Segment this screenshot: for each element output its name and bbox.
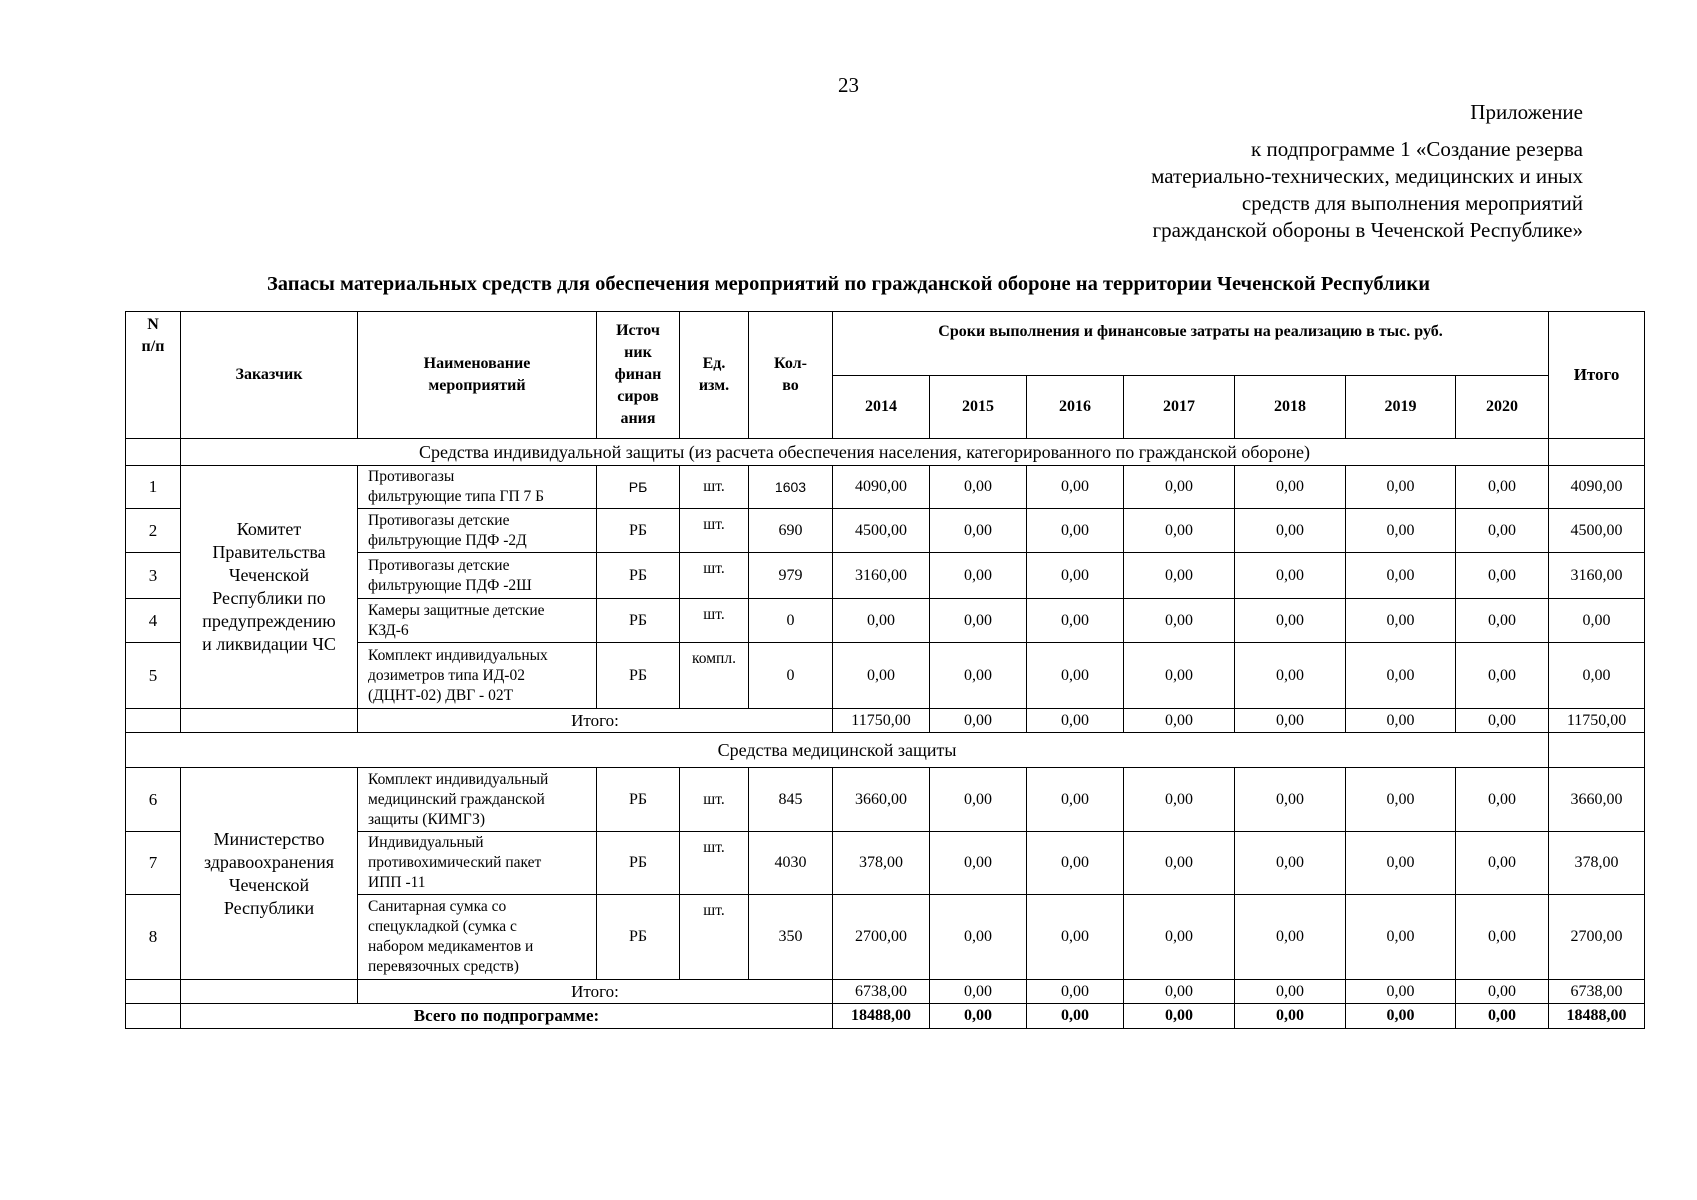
item-name: Противогазы детские фильтрующие ПДФ -2Д (358, 509, 597, 553)
cost-2016: 0,00 (1027, 553, 1124, 599)
grand-total-label: Всего по подпрограмме: (181, 1004, 833, 1029)
header-num: N п/п (126, 312, 181, 439)
unit: шт. (680, 509, 749, 553)
subtotal-2020: 0,00 (1456, 980, 1549, 1004)
document-title: Запасы материальных средств для обеспечения мероприятий по гражданской обороне на территории Чеченской Республики (266, 273, 1431, 295)
unit: шт. (680, 599, 749, 643)
cost-2020: 0,00 (1456, 643, 1549, 709)
cost-2015: 0,00 (930, 768, 1027, 832)
funding-source: РБ (597, 553, 680, 599)
header-period: Сроки выполнения и финансовые затраты на реализацию в тыс. руб. (833, 312, 1549, 376)
table-row (126, 768, 1645, 832)
header-source: Источ ник финан сиров ания (597, 312, 680, 439)
grand-total-2020: 0,00 (1456, 1004, 1549, 1029)
subtotal-2016: 0,00 (1027, 980, 1124, 1004)
cost-2017: 0,00 (1124, 553, 1235, 599)
cost-2014: 3160,00 (833, 553, 930, 599)
grand-total-row (126, 1004, 1645, 1029)
cost-2018: 0,00 (1235, 466, 1346, 509)
quantity: 979 (749, 553, 833, 599)
cost-2017: 0,00 (1124, 768, 1235, 832)
appendix-line: средств для выполнения мероприятий (1241, 191, 1583, 215)
row-total: 3660,00 (1549, 768, 1645, 832)
subtotal-2016: 0,00 (1027, 709, 1124, 733)
quantity: 350 (749, 895, 833, 980)
cost-2017: 0,00 (1124, 895, 1235, 980)
row-total: 378,00 (1549, 832, 1645, 895)
cost-2018: 0,00 (1235, 768, 1346, 832)
appendix-label: Приложение (1470, 100, 1583, 124)
cost-2018: 0,00 (1235, 895, 1346, 980)
empty-cell (126, 709, 181, 733)
funding-source: РБ (597, 643, 680, 709)
row-total: 0,00 (1549, 643, 1645, 709)
table-row (126, 466, 1645, 509)
cost-2014: 4500,00 (833, 509, 930, 553)
header-year-2018: 2018 (1235, 376, 1346, 439)
header-customer: Заказчик (181, 312, 358, 439)
cost-2019: 0,00 (1346, 895, 1456, 980)
header-year-2014: 2014 (833, 376, 930, 439)
cost-2015: 0,00 (930, 509, 1027, 553)
unit: компл. (680, 643, 749, 709)
subtotal-2020: 0,00 (1456, 709, 1549, 733)
grand-total-total: 18488,00 (1549, 1004, 1645, 1029)
cost-2018: 0,00 (1235, 599, 1346, 643)
cost-2019: 0,00 (1346, 832, 1456, 895)
funding-source: РБ (597, 599, 680, 643)
cost-2018: 0,00 (1235, 643, 1346, 709)
item-name: Индивидуальный противохимический пакет ИПП -11 (358, 832, 597, 895)
cost-2019: 0,00 (1346, 643, 1456, 709)
item-name: Комплект индивидуальных дозиметров типа ИД-02 (ДЦНТ-02) ДВГ - 02Т (358, 643, 597, 709)
cost-2014: 3660,00 (833, 768, 930, 832)
cost-2016: 0,00 (1027, 768, 1124, 832)
section-title: Средства индивидуальной защиты (из расчета обеспечения населения, категорированного по гражданской обороне) (181, 439, 1549, 466)
quantity: 690 (749, 509, 833, 553)
row-total: 0,00 (1549, 599, 1645, 643)
funding-source: РБ (597, 768, 680, 832)
row-num: 4 (126, 599, 181, 643)
empty-cell (126, 980, 181, 1004)
cost-2017: 0,00 (1124, 832, 1235, 895)
subtotal-2018: 0,00 (1235, 980, 1346, 1004)
cost-2020: 0,00 (1456, 509, 1549, 553)
header-name: Наименование мероприятий (358, 312, 597, 439)
cost-2017: 0,00 (1124, 466, 1235, 509)
item-name: Камеры защитные детские КЗД-6 (358, 599, 597, 643)
grand-total-2019: 0,00 (1346, 1004, 1456, 1029)
empty-cell (181, 980, 358, 1004)
quantity: 0 (749, 599, 833, 643)
cost-2020: 0,00 (1456, 768, 1549, 832)
subtotal-row (126, 980, 1645, 1004)
header-year-2019: 2019 (1346, 376, 1456, 439)
cost-2020: 0,00 (1456, 832, 1549, 895)
empty-cell (1549, 733, 1645, 768)
header-unit: Ед. изм. (680, 312, 749, 439)
empty-cell (126, 1004, 181, 1029)
appendix-line: к подпрограмме 1 «Создание резерва (1251, 137, 1583, 161)
unit: шт. (680, 553, 749, 599)
subtotal-2019: 0,00 (1346, 980, 1456, 1004)
cost-2016: 0,00 (1027, 509, 1124, 553)
funding-source: РБ (597, 832, 680, 895)
subtotal-total: 6738,00 (1549, 980, 1645, 1004)
cost-2018: 0,00 (1235, 553, 1346, 599)
subtotal-2018: 0,00 (1235, 709, 1346, 733)
item-name: Противогазы фильтрующие типа ГП 7 Б (358, 466, 597, 509)
cost-2015: 0,00 (930, 895, 1027, 980)
header-year-2020: 2020 (1456, 376, 1549, 439)
customer-cell: Министерство здравоохранения Чеченской Республики (181, 768, 358, 980)
grand-total-2018: 0,00 (1235, 1004, 1346, 1029)
unit: шт. (680, 768, 749, 832)
subtotal-row (126, 709, 1645, 733)
cost-2014: 4090,00 (833, 466, 930, 509)
cost-2015: 0,00 (930, 599, 1027, 643)
subtotal-2017: 0,00 (1124, 709, 1235, 733)
header-year-2015: 2015 (930, 376, 1027, 439)
quantity: 0 (749, 643, 833, 709)
subtotal-label: Итого: (358, 709, 833, 733)
subtotal-2014: 11750,00 (833, 709, 930, 733)
quantity: 1603 (749, 466, 833, 509)
funding-source: РБ (597, 466, 680, 509)
cost-2015: 0,00 (930, 553, 1027, 599)
subtotal-2014: 6738,00 (833, 980, 930, 1004)
cost-2015: 0,00 (930, 832, 1027, 895)
row-num: 3 (126, 553, 181, 599)
row-num: 1 (126, 466, 181, 509)
cost-2014: 0,00 (833, 643, 930, 709)
funding-source: РБ (597, 509, 680, 553)
empty-cell (181, 709, 358, 733)
grand-total-2017: 0,00 (1124, 1004, 1235, 1029)
row-total: 4500,00 (1549, 509, 1645, 553)
grand-total-2015: 0,00 (930, 1004, 1027, 1029)
header-total: Итого (1549, 312, 1645, 439)
cost-2014: 2700,00 (833, 895, 930, 980)
funding-source: РБ (597, 895, 680, 980)
cost-2019: 0,00 (1346, 553, 1456, 599)
cost-2019: 0,00 (1346, 466, 1456, 509)
row-total: 3160,00 (1549, 553, 1645, 599)
cost-2016: 0,00 (1027, 643, 1124, 709)
cost-2017: 0,00 (1124, 599, 1235, 643)
row-num: 8 (126, 895, 181, 980)
section-row (126, 733, 1645, 768)
item-name: Санитарная сумка со спецукладкой (сумка с набором медикаментов и перевязочных средств) (358, 895, 597, 980)
cost-2017: 0,00 (1124, 509, 1235, 553)
section-row (126, 439, 1645, 466)
header-row (126, 312, 1645, 376)
subtotal-2015: 0,00 (930, 980, 1027, 1004)
row-num: 2 (126, 509, 181, 553)
header-year-2017: 2017 (1124, 376, 1235, 439)
cost-2017: 0,00 (1124, 643, 1235, 709)
row-num: 6 (126, 768, 181, 832)
section-title: Средства медицинской защиты (126, 733, 1549, 768)
empty-cell (1549, 439, 1645, 466)
empty-cell (126, 439, 181, 466)
appendix-line: материально-технических, медицинских и иных (1151, 164, 1583, 188)
header-qty: Кол- во (749, 312, 833, 439)
quantity: 845 (749, 768, 833, 832)
cost-2014: 378,00 (833, 832, 930, 895)
subtotal-label: Итого: (358, 980, 833, 1004)
cost-2020: 0,00 (1456, 466, 1549, 509)
unit: шт. (680, 895, 749, 980)
cost-2020: 0,00 (1456, 553, 1549, 599)
row-total: 4090,00 (1549, 466, 1645, 509)
cost-2020: 0,00 (1456, 599, 1549, 643)
customer-cell: Комитет Правительства Чеченской Республики по предупреждению и ликвидации ЧС (181, 466, 358, 709)
cost-2020: 0,00 (1456, 895, 1549, 980)
subtotal-2015: 0,00 (930, 709, 1027, 733)
cost-2018: 0,00 (1235, 832, 1346, 895)
cost-2018: 0,00 (1235, 509, 1346, 553)
cost-2019: 0,00 (1346, 768, 1456, 832)
row-num: 5 (126, 643, 181, 709)
cost-2015: 0,00 (930, 643, 1027, 709)
unit: шт. (680, 466, 749, 509)
item-name: Противогазы детские фильтрующие ПДФ -2Ш (358, 553, 597, 599)
stockpile-table (125, 311, 1645, 1029)
cost-2016: 0,00 (1027, 599, 1124, 643)
subtotal-2019: 0,00 (1346, 709, 1456, 733)
appendix-block (1151, 99, 1583, 244)
unit: шт. (680, 832, 749, 895)
page-number: 23 (838, 73, 859, 97)
grand-total-2014: 18488,00 (833, 1004, 930, 1029)
cost-2016: 0,00 (1027, 895, 1124, 980)
cost-2019: 0,00 (1346, 599, 1456, 643)
quantity: 4030 (749, 832, 833, 895)
cost-2015: 0,00 (930, 466, 1027, 509)
cost-2016: 0,00 (1027, 832, 1124, 895)
row-total: 2700,00 (1549, 895, 1645, 980)
cost-2019: 0,00 (1346, 509, 1456, 553)
header-year-2016: 2016 (1027, 376, 1124, 439)
cost-2014: 0,00 (833, 599, 930, 643)
grand-total-2016: 0,00 (1027, 1004, 1124, 1029)
appendix-line: гражданской обороны в Чеченской Республике» (1152, 218, 1583, 242)
cost-2016: 0,00 (1027, 466, 1124, 509)
subtotal-total: 11750,00 (1549, 709, 1645, 733)
row-num: 7 (126, 832, 181, 895)
subtotal-2017: 0,00 (1124, 980, 1235, 1004)
item-name: Комплект индивидуальный медицинский гражданской защиты (КИМГЗ) (358, 768, 597, 832)
